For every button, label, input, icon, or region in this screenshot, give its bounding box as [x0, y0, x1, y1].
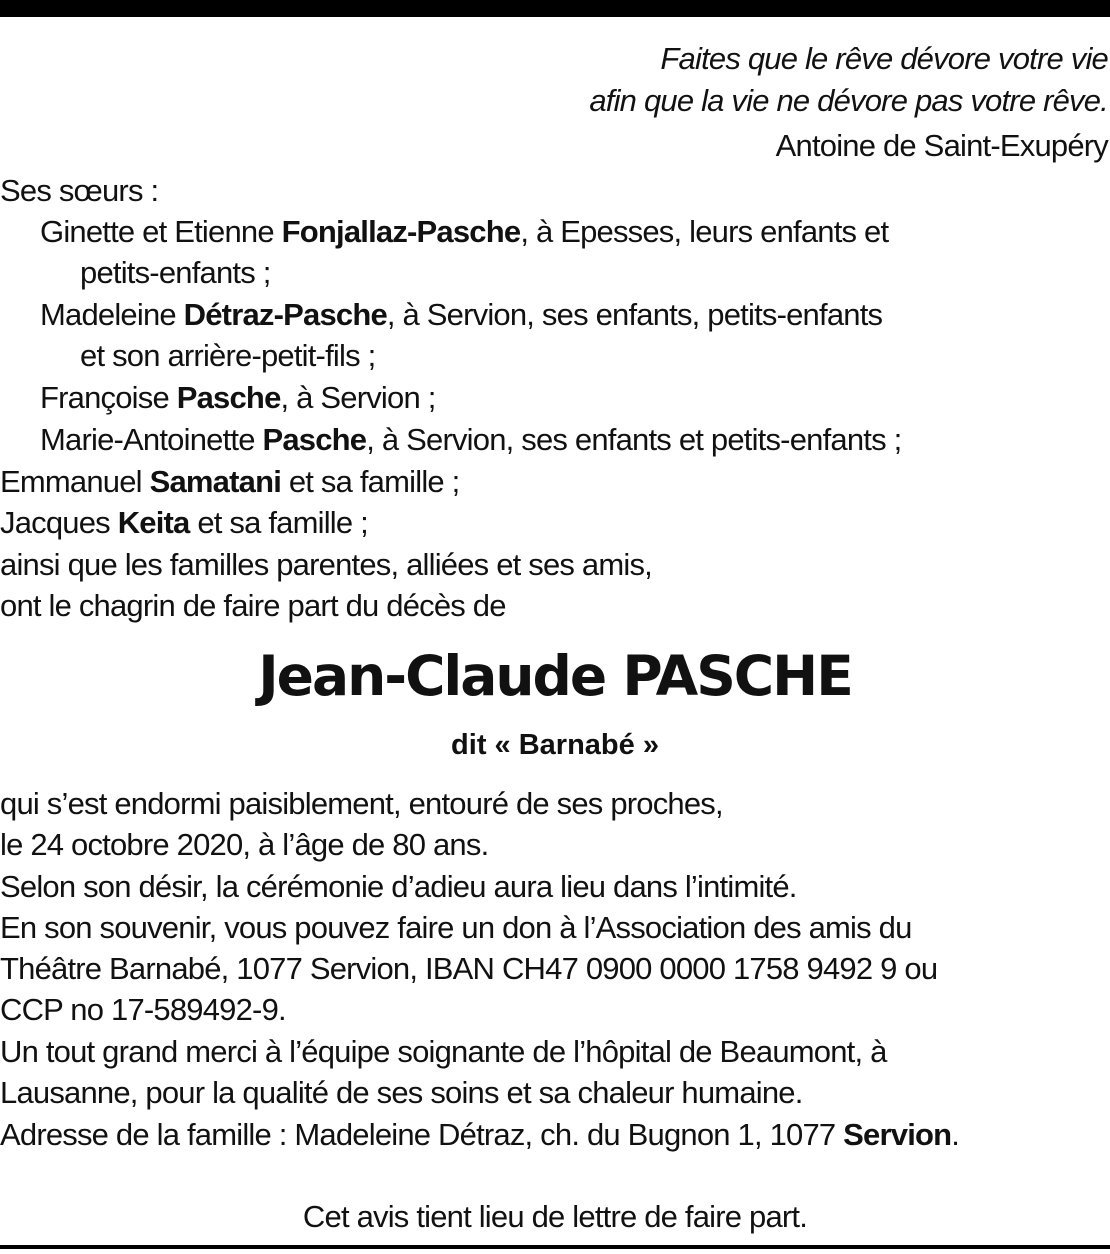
epigraph-author: Antoine de Saint-Exupéry [775, 128, 1108, 163]
deceased-name: Jean-Claude PASCHE [258, 644, 852, 708]
epigraph-line-2: afin que la vie ne dévore pas votre rêve. [589, 83, 1108, 118]
body-line-2: le 24 octobre 2020, à l’âge de 80 ans. [0, 827, 489, 862]
sister-3-surname: Pasche [176, 380, 281, 415]
sister-4-surname: Pasche [262, 422, 367, 457]
sister-2-continued: et son arrière-petit-fils ; [80, 338, 376, 373]
body-line-3: Selon son désir, la cérémonie d’adieu aura lieu dans l’intimité. [0, 869, 797, 904]
relative-2-surname: Keita [117, 505, 190, 540]
sister-1-continued: petits-enfants ; [80, 255, 271, 290]
closing-note: Cet avis tient lieu de lettre de faire part. [302, 1199, 808, 1234]
body-line-4: En son souvenir, vous pouvez faire un don à l’Association des amis du [0, 910, 912, 945]
sister-2-surname: Détraz-Pasche [183, 297, 387, 332]
others-line: ainsi que les familles parentes, alliées et ses amis, [0, 547, 652, 582]
top-rule [0, 0, 1110, 17]
relative-2: Jacques Keita et sa famille ; [0, 505, 368, 540]
body-line-1: qui s’est endormi paisiblement, entouré de ses proches, [0, 786, 723, 821]
body-line-7: Un tout grand merci à l’équipe soignante de l’hôpital de Beaumont, à [0, 1034, 887, 1069]
sister-2: Madeleine Détraz-Pasche, à Servion, ses enfants, petits-enfants [40, 297, 883, 332]
sister-1: Ginette et Etienne Fonjallaz-Pasche, à Epesses, leurs enfants et [40, 214, 889, 249]
family-address: Adresse de la famille : Madeleine Détraz, ch. du Bugnon 1, 1077 Servion. [0, 1117, 960, 1152]
body-line-8: Lausanne, pour la qualité de ses soins et sa chaleur humaine. [0, 1075, 803, 1110]
bottom-rule [0, 1245, 1110, 1249]
sister-4: Marie-Antoinette Pasche, à Servion, ses enfants et petits-enfants ; [40, 422, 902, 457]
sister-3: Françoise Pasche, à Servion ; [40, 380, 436, 415]
sister-1-surname: Fonjallaz-Pasche [281, 214, 521, 249]
body-line-5: Théâtre Barnabé, 1077 Servion, IBAN CH47 0900 0000 1758 9492 9 ou [0, 951, 938, 986]
announcement-line: ont le chagrin de faire part du décès de [0, 588, 506, 623]
family-intro: Ses sœurs : [0, 173, 159, 208]
body-line-6: CCP no 17-589492-9. [0, 992, 286, 1027]
epigraph-line-1: Faites que le rêve dévore votre vie [660, 41, 1108, 76]
relative-1-surname: Samatani [149, 464, 282, 499]
relative-1: Emmanuel Samatani et sa famille ; [0, 464, 460, 499]
address-town: Servion [843, 1117, 952, 1152]
deceased-nickname: dit « Barnabé » [451, 729, 659, 761]
